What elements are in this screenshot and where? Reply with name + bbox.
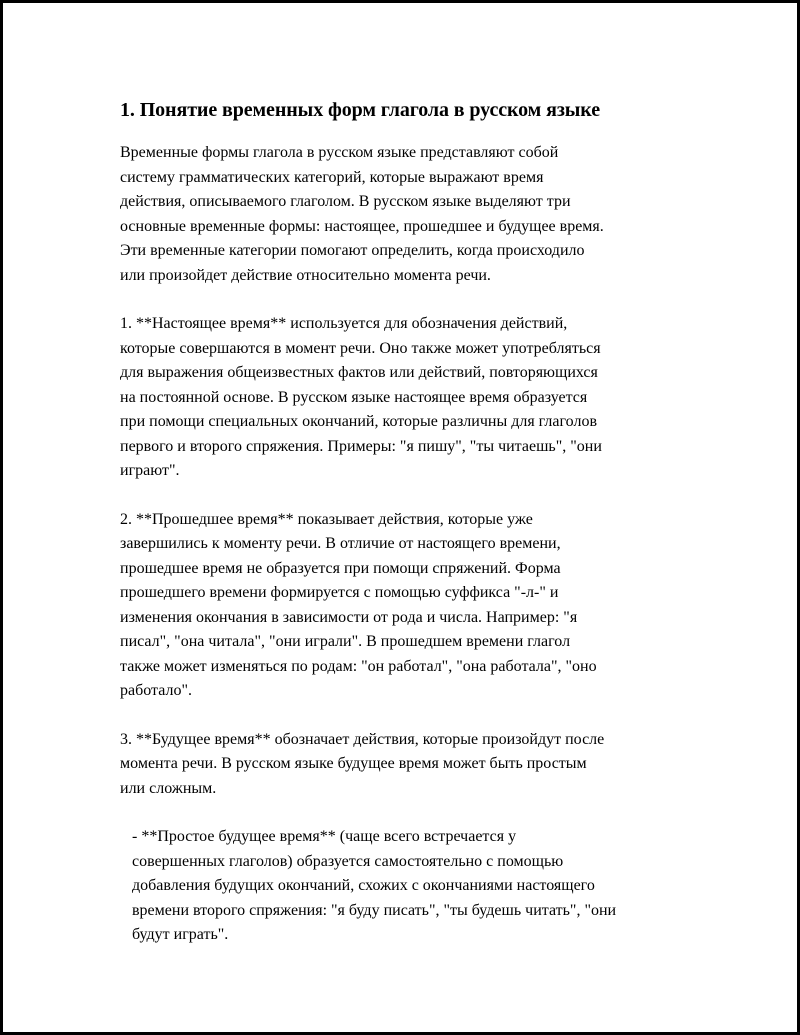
future-tense-paragraph: 3. **Будущее время** обозначает действия, которые произойдут после момента речи. В русском языке будущее время может быть простым или сложным. — [120, 730, 605, 797]
present-tense-paragraph: 1. **Настоящее время** используется для обозначения действий, которые совершаются в момент речи. Оно также может употребляться для выражения общеизвестных фактов или действий, повторяющихся на постоянной основе. В русском языке настоящее время образуется при помощи специальных окончаний, которые различны для глаголов первого и второго спряжения. Примеры: "я пишу", "ты читаешь", "они играют". — [120, 315, 602, 479]
simple-future-paragraph: - **Простое будущее время** (чаще всего встречается у совершенных глаголов) образуется самостоятельно с помощью добавления будущих окончаний, схожих с окончаниями настоящего времени второго спряжения: "я буду писать", "ты будешь читать", "они будут играть". — [132, 828, 617, 943]
intro-paragraph: Временные формы глагола в русском языке представляют собой систему грамматических категорий, которые выражают время действия, описываемого глаголом. В русском языке выделяют три основные временные формы: настоящее, прошедшее и будущее время. Эти временные категории помогают определить, когда происходило или произойдет действие относительно момента речи. — [120, 144, 604, 284]
section-heading: 1. Понятие временных форм глагола в русском языке — [120, 99, 600, 121]
document-content — [120, 97, 690, 948]
past-tense-paragraph: 2. **Прошедшее время** показывает действия, которые уже завершились к моменту речи. В отличие от настоящего времени, прошедшее время не образуется при помощи спряжений. Форма прошедшего времени формируется с помощью суффикса "-л-" и изменения окончания в зависимости от рода и числа. Например: "я писал", "она читала", "они играли". В прошедшем времени глагол также может изменяться по родам: "он работал", "она работала", "оно работало". — [120, 510, 597, 699]
